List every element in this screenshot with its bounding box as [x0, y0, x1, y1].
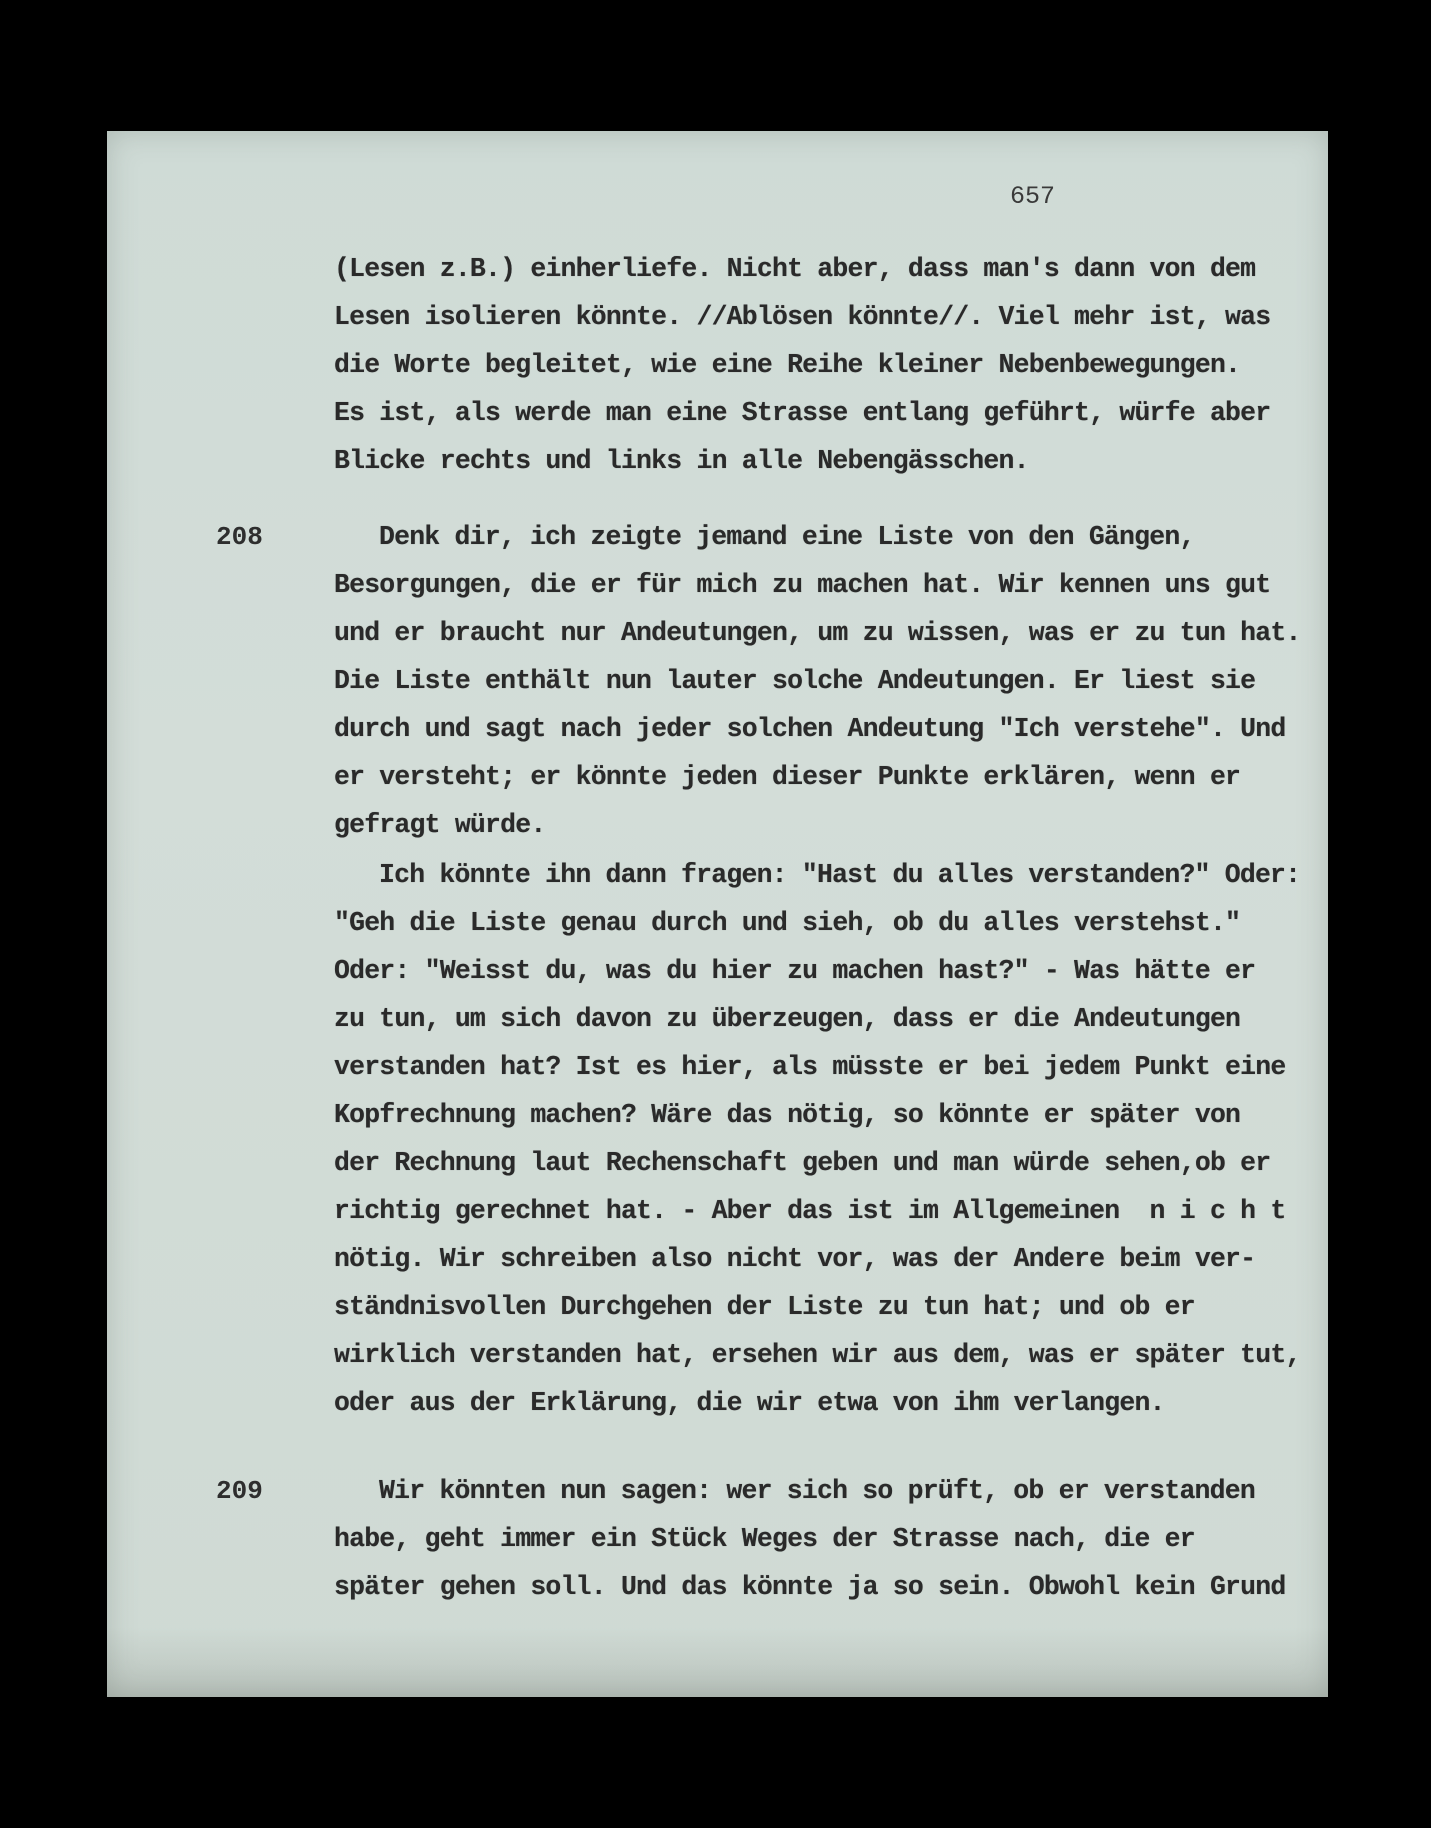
- text-line: und er braucht nur Andeutungen, um zu wissen, was er zu tun hat.: [334, 618, 1301, 648]
- text-line: die Worte begleitet, wie eine Reihe kleiner Nebenbewegungen.: [334, 350, 1241, 380]
- text-line: zu tun, um sich davon zu überzeugen, dass er die Andeutungen: [334, 1004, 1241, 1034]
- text-line: er versteht; er könnte jeden dieser Punkte erklären, wenn er: [334, 762, 1241, 792]
- text-line: ständnisvollen Durchgehen der Liste zu tun hat; und ob er: [334, 1292, 1195, 1322]
- text-line: Ich könnte ihn dann fragen: "Hast du alles verstanden?" Oder:: [379, 860, 1301, 890]
- text-line: Lesen isolieren könnte. //Ablösen könnte//. Viel mehr ist, was: [334, 302, 1271, 332]
- text-line: Wir könnten nun sagen: wer sich so prüft, ob er verstanden: [379, 1476, 1255, 1506]
- text-line: oder aus der Erklärung, die wir etwa von ihm verlangen.: [334, 1388, 1165, 1418]
- text-line: Denk dir, ich zeigte jemand eine Liste von den Gängen,: [379, 522, 1195, 552]
- text-line: der Rechnung laut Rechenschaft geben und man würde sehen,ob er: [334, 1148, 1271, 1178]
- text-line: verstanden hat? Ist es hier, als müsste er bei jedem Punkt eine: [334, 1052, 1286, 1082]
- paragraph-number-208: 208: [216, 522, 263, 552]
- text-line: Kopfrechnung machen? Wäre das nötig, so könnte er später von: [334, 1100, 1241, 1130]
- text-line: richtig gerechnet hat. - Aber das ist im Allgemeinen n i c h t: [334, 1196, 1286, 1226]
- text-line: habe, geht immer ein Stück Weges der Strasse nach, die er: [334, 1524, 1195, 1554]
- text-line: Die Liste enthält nun lauter solche Andeutungen. Er liest sie: [334, 666, 1256, 696]
- paragraph-number-209: 209: [216, 1476, 263, 1506]
- page-number: 657: [1010, 182, 1056, 211]
- text-line: gefragt würde.: [334, 810, 546, 840]
- text-line: Blicke rechts und links in alle Nebengässchen.: [334, 446, 1029, 476]
- text-line: Oder: "Weisst du, was du hier zu machen hast?" - Was hätte er: [334, 956, 1256, 986]
- text-line: durch und sagt nach jeder solchen Andeutung "Ich verstehe". Und: [334, 714, 1286, 744]
- text-line: "Geh die Liste genau durch und sieh, ob du alles verstehst.": [334, 908, 1241, 938]
- text-line: Besorgungen, die er für mich zu machen hat. Wir kennen uns gut: [334, 570, 1271, 600]
- text-line: Es ist, als werde man eine Strasse entlang geführt, würfe aber: [334, 398, 1271, 428]
- text-line: später gehen soll. Und das könnte ja so sein. Obwohl kein Grund: [334, 1572, 1286, 1602]
- text-line: nötig. Wir schreiben also nicht vor, was der Andere beim ver-: [334, 1244, 1256, 1274]
- text-line: (Lesen z.B.) einherliefe. Nicht aber, dass man's dann von dem: [334, 254, 1256, 284]
- text-line: wirklich verstanden hat, ersehen wir aus dem, was er später tut,: [334, 1340, 1301, 1370]
